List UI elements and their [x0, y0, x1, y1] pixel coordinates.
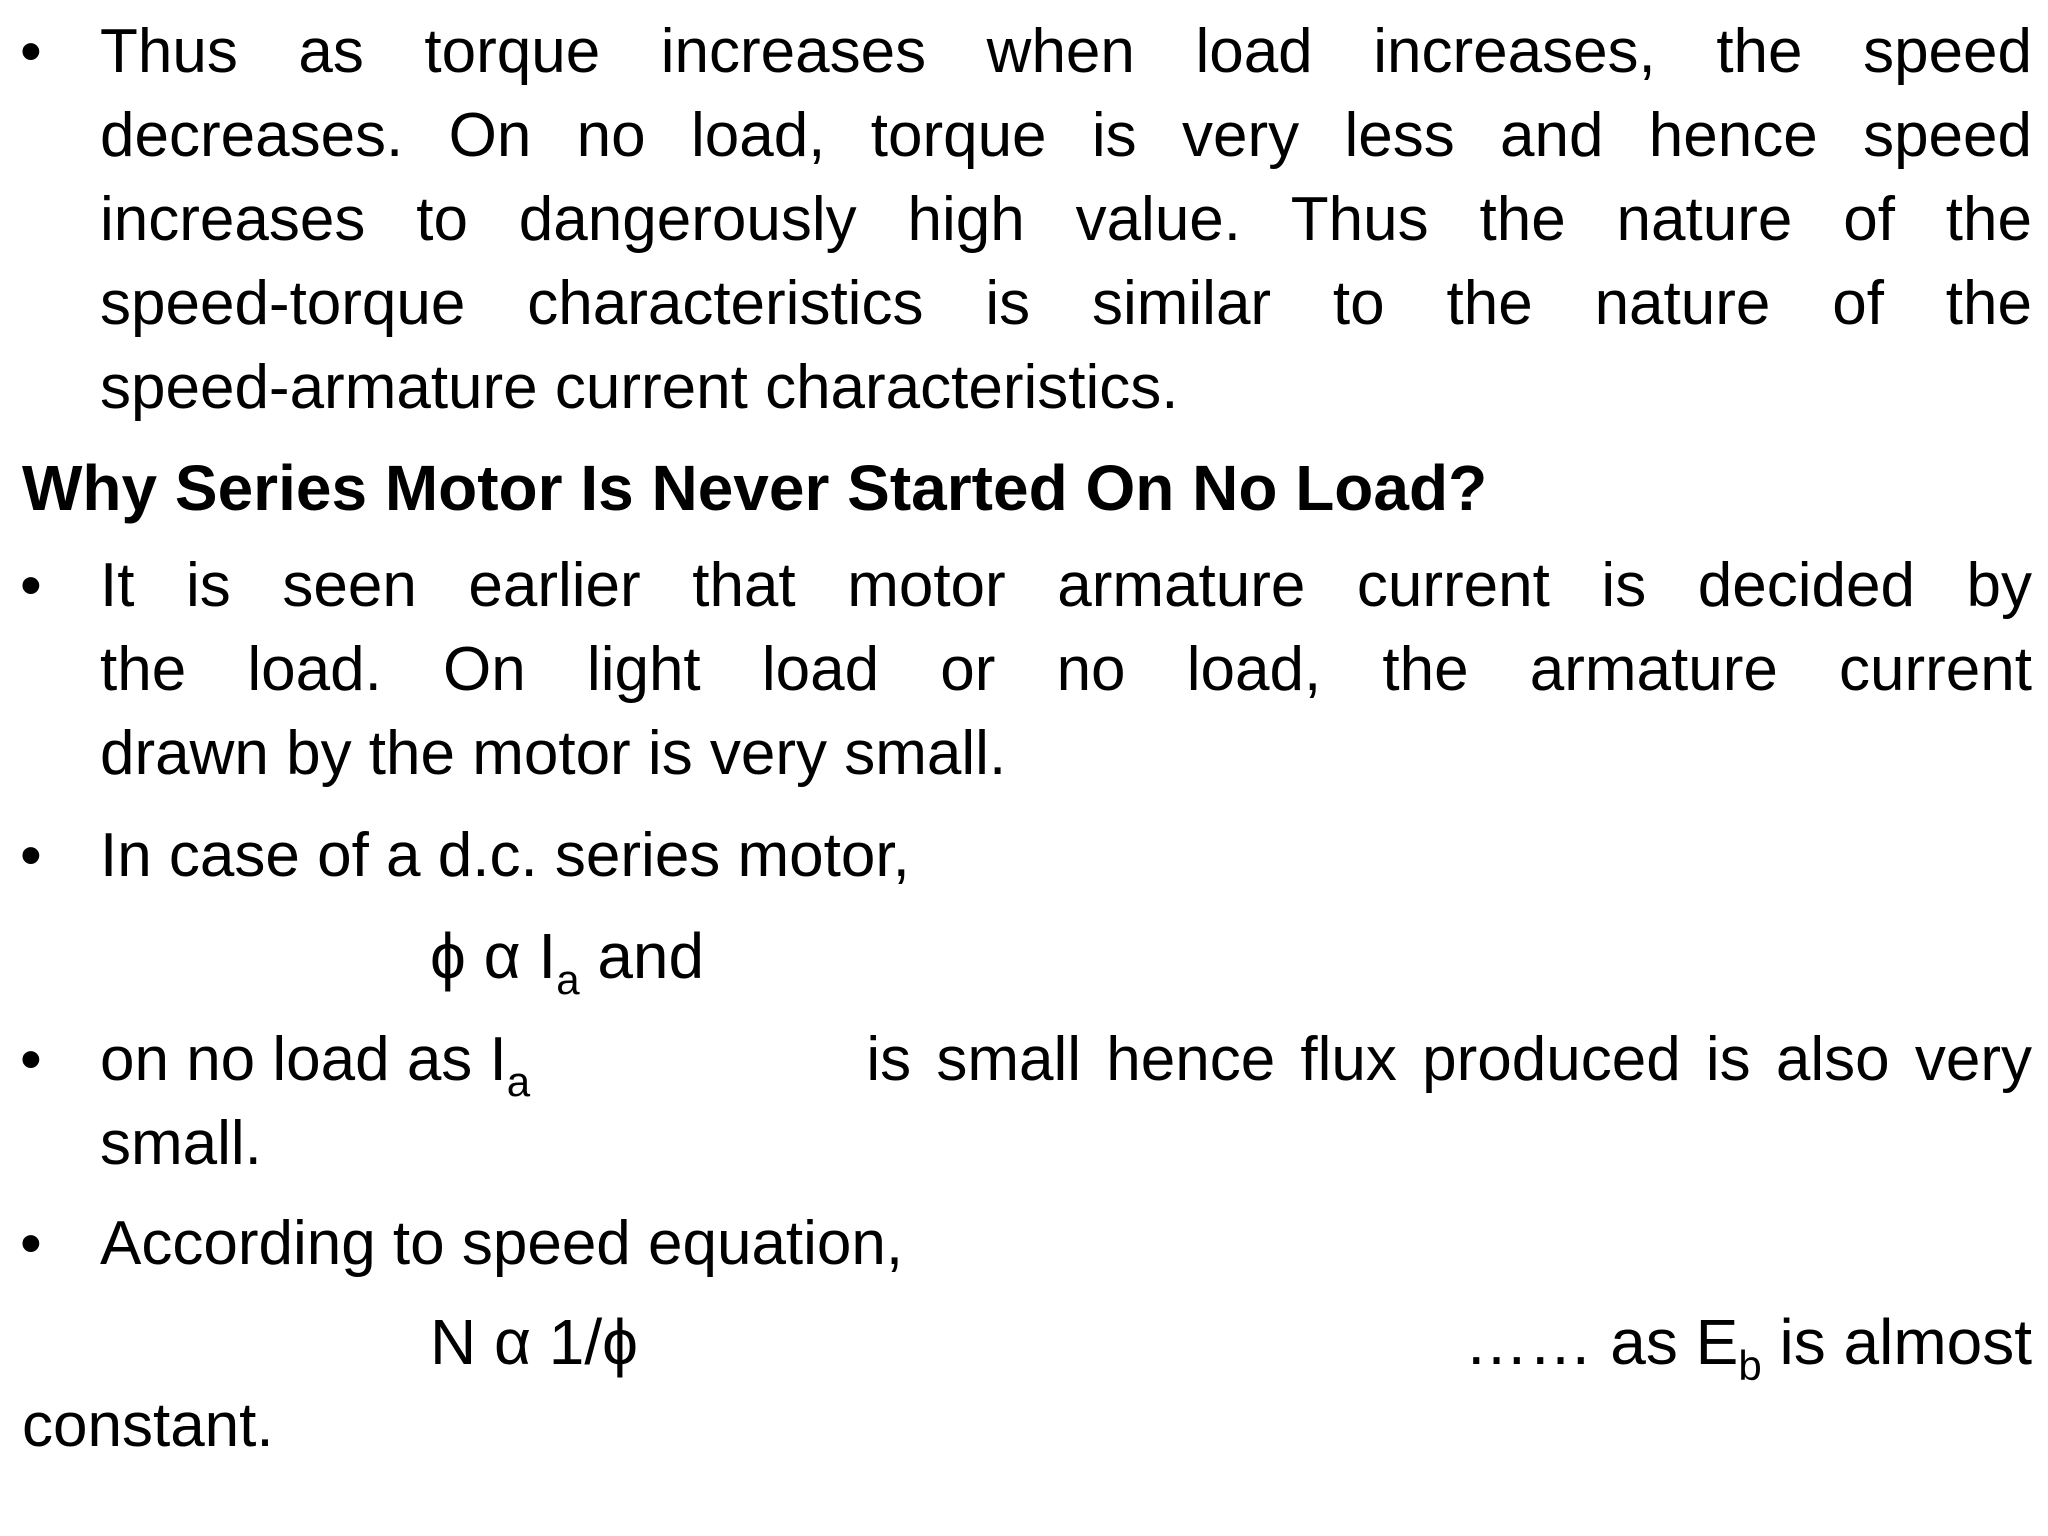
subscript-a: a: [556, 956, 580, 1003]
equation-flux-proportional: [430, 914, 704, 1006]
paragraph-1-line-4: speed-torque characteristics is similar to the nature of the: [100, 269, 2032, 338]
equation-2-note: [1465, 1300, 2032, 1392]
section-heading: Why Series Motor Is Never Started On No Load?: [22, 452, 1488, 524]
paragraph-1-line-5: speed-armature current characteristics.: [100, 353, 1179, 422]
subscript-a: a: [506, 1058, 531, 1105]
bullet-marker: •: [20, 821, 42, 890]
paragraph-4-line-1: [100, 1018, 2032, 1108]
paragraph-4-before: on no load as I: [100, 1025, 507, 1094]
paragraph-4-line-2: small.: [100, 1109, 262, 1178]
paragraph-1-line-3: increases to dangerously high value. Thus the nature of the: [100, 185, 2032, 254]
paragraph-2-line-2: the load. On light load or no load, the armature current: [100, 635, 2032, 704]
bullet-marker: •: [20, 1209, 42, 1278]
bullet-marker: •: [20, 1025, 42, 1094]
bullet-marker: •: [20, 551, 42, 620]
paragraph-2-line-3: drawn by the motor is very small.: [100, 719, 1007, 788]
equation-speed: N α 1/ϕ: [430, 1306, 638, 1378]
paragraph-5: According to speed equation,: [100, 1209, 904, 1278]
equation-2-note-after: is almost: [1761, 1306, 2032, 1378]
equation-1-right: and: [579, 920, 705, 992]
paragraph-1-line-1: Thus as torque increases when load increases, the speed: [100, 17, 2032, 86]
paragraph-4-after: is small hence flux produced is also very: [866, 1025, 2032, 1094]
equation-2-note-before: …… as E: [1464, 1306, 1739, 1378]
equation-2-continuation: constant.: [22, 1391, 274, 1460]
bullet-marker: •: [20, 17, 42, 86]
paragraph-2-line-1: It is seen earlier that motor armature current is decided by: [100, 551, 2032, 620]
subscript-b: b: [1738, 1342, 1762, 1389]
paragraph-1-line-2: decreases. On no load, torque is very less and hence speed: [100, 101, 2032, 170]
paragraph-3: In case of a d.c. series motor,: [100, 821, 910, 890]
equation-1-left: ϕ α I: [430, 920, 557, 992]
